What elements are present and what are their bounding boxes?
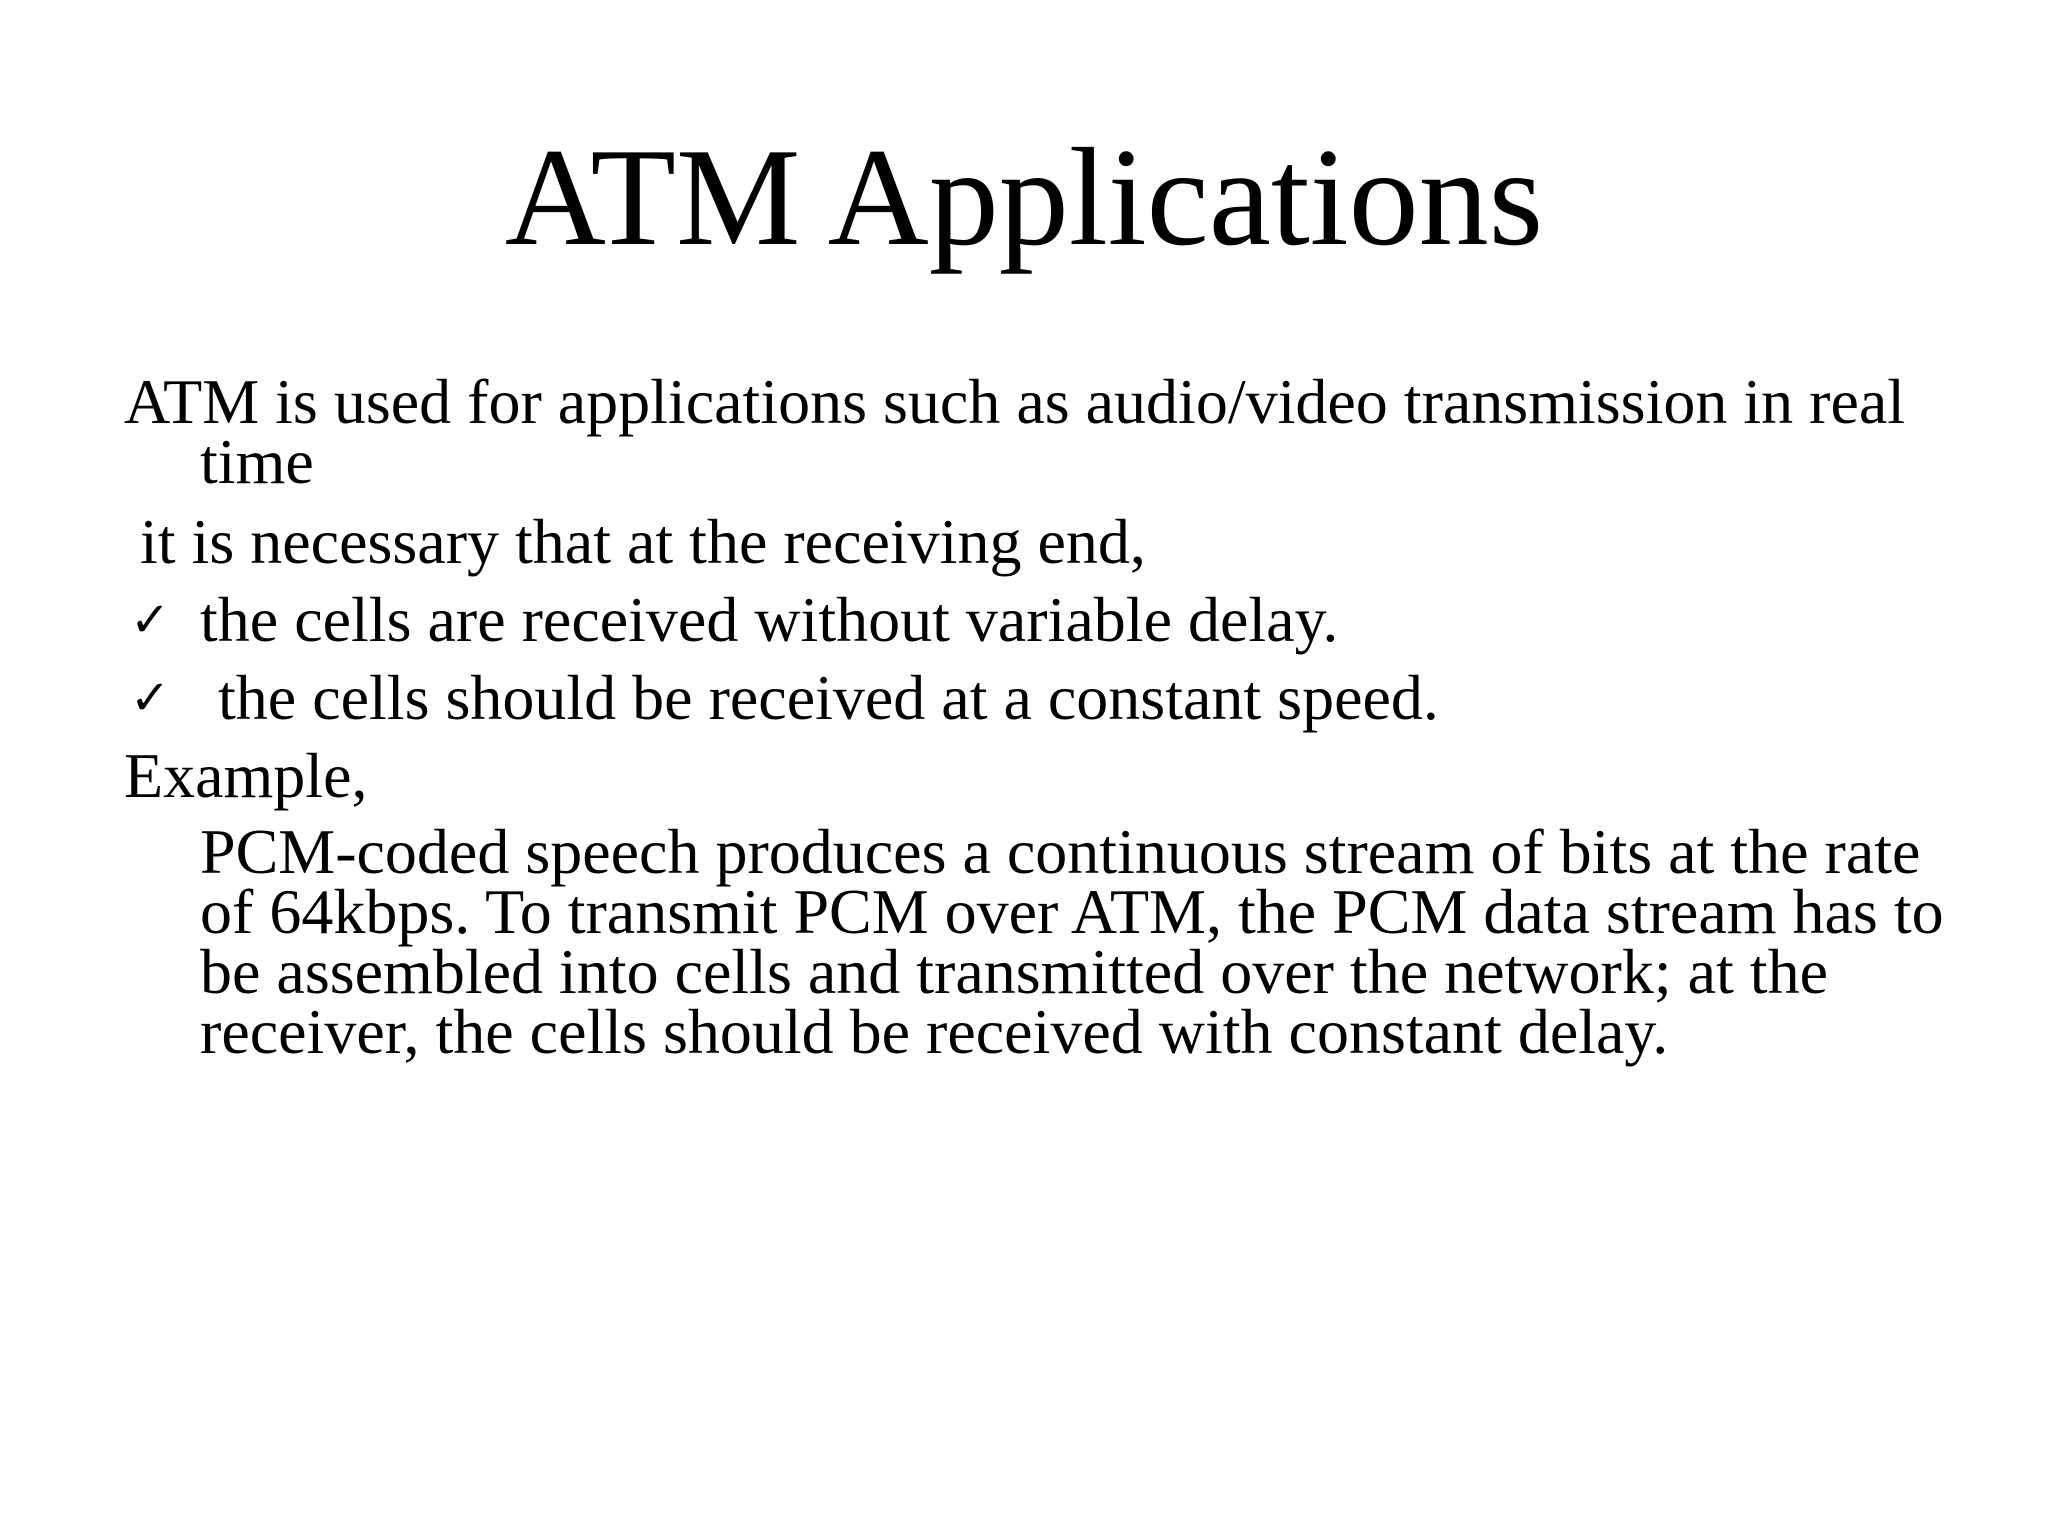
slide-title: ATM Applications <box>504 120 1544 275</box>
example-text: PCM-coded speech produces a continuous stream of bits at the rate of 64kbps. To transmit PCM over ATM, the PCM data stream has to be assembled into cells and transmitted over the network; at the receiver, the cells should be received with constant delay. <box>200 816 1944 1067</box>
check-item-text: the cells should be received at a constant speed. <box>218 662 1439 733</box>
check-item-text: the cells are received without variable delay. <box>200 584 1339 655</box>
checkmark-icon: ✓ <box>130 592 171 648</box>
check-item <box>124 662 1964 733</box>
intro-paragraph <box>124 366 1964 497</box>
example-label: Example, <box>124 740 368 811</box>
condition-paragraph <box>124 506 1964 577</box>
condition-text: it is necessary that at the receiving end, <box>140 506 1146 577</box>
checkmark-icon: ✓ <box>130 670 171 726</box>
check-item <box>124 584 1964 655</box>
slide-body <box>124 366 1964 1067</box>
intro-text: ATM is used for applications such as audio/video transmission in real time <box>124 366 1906 497</box>
